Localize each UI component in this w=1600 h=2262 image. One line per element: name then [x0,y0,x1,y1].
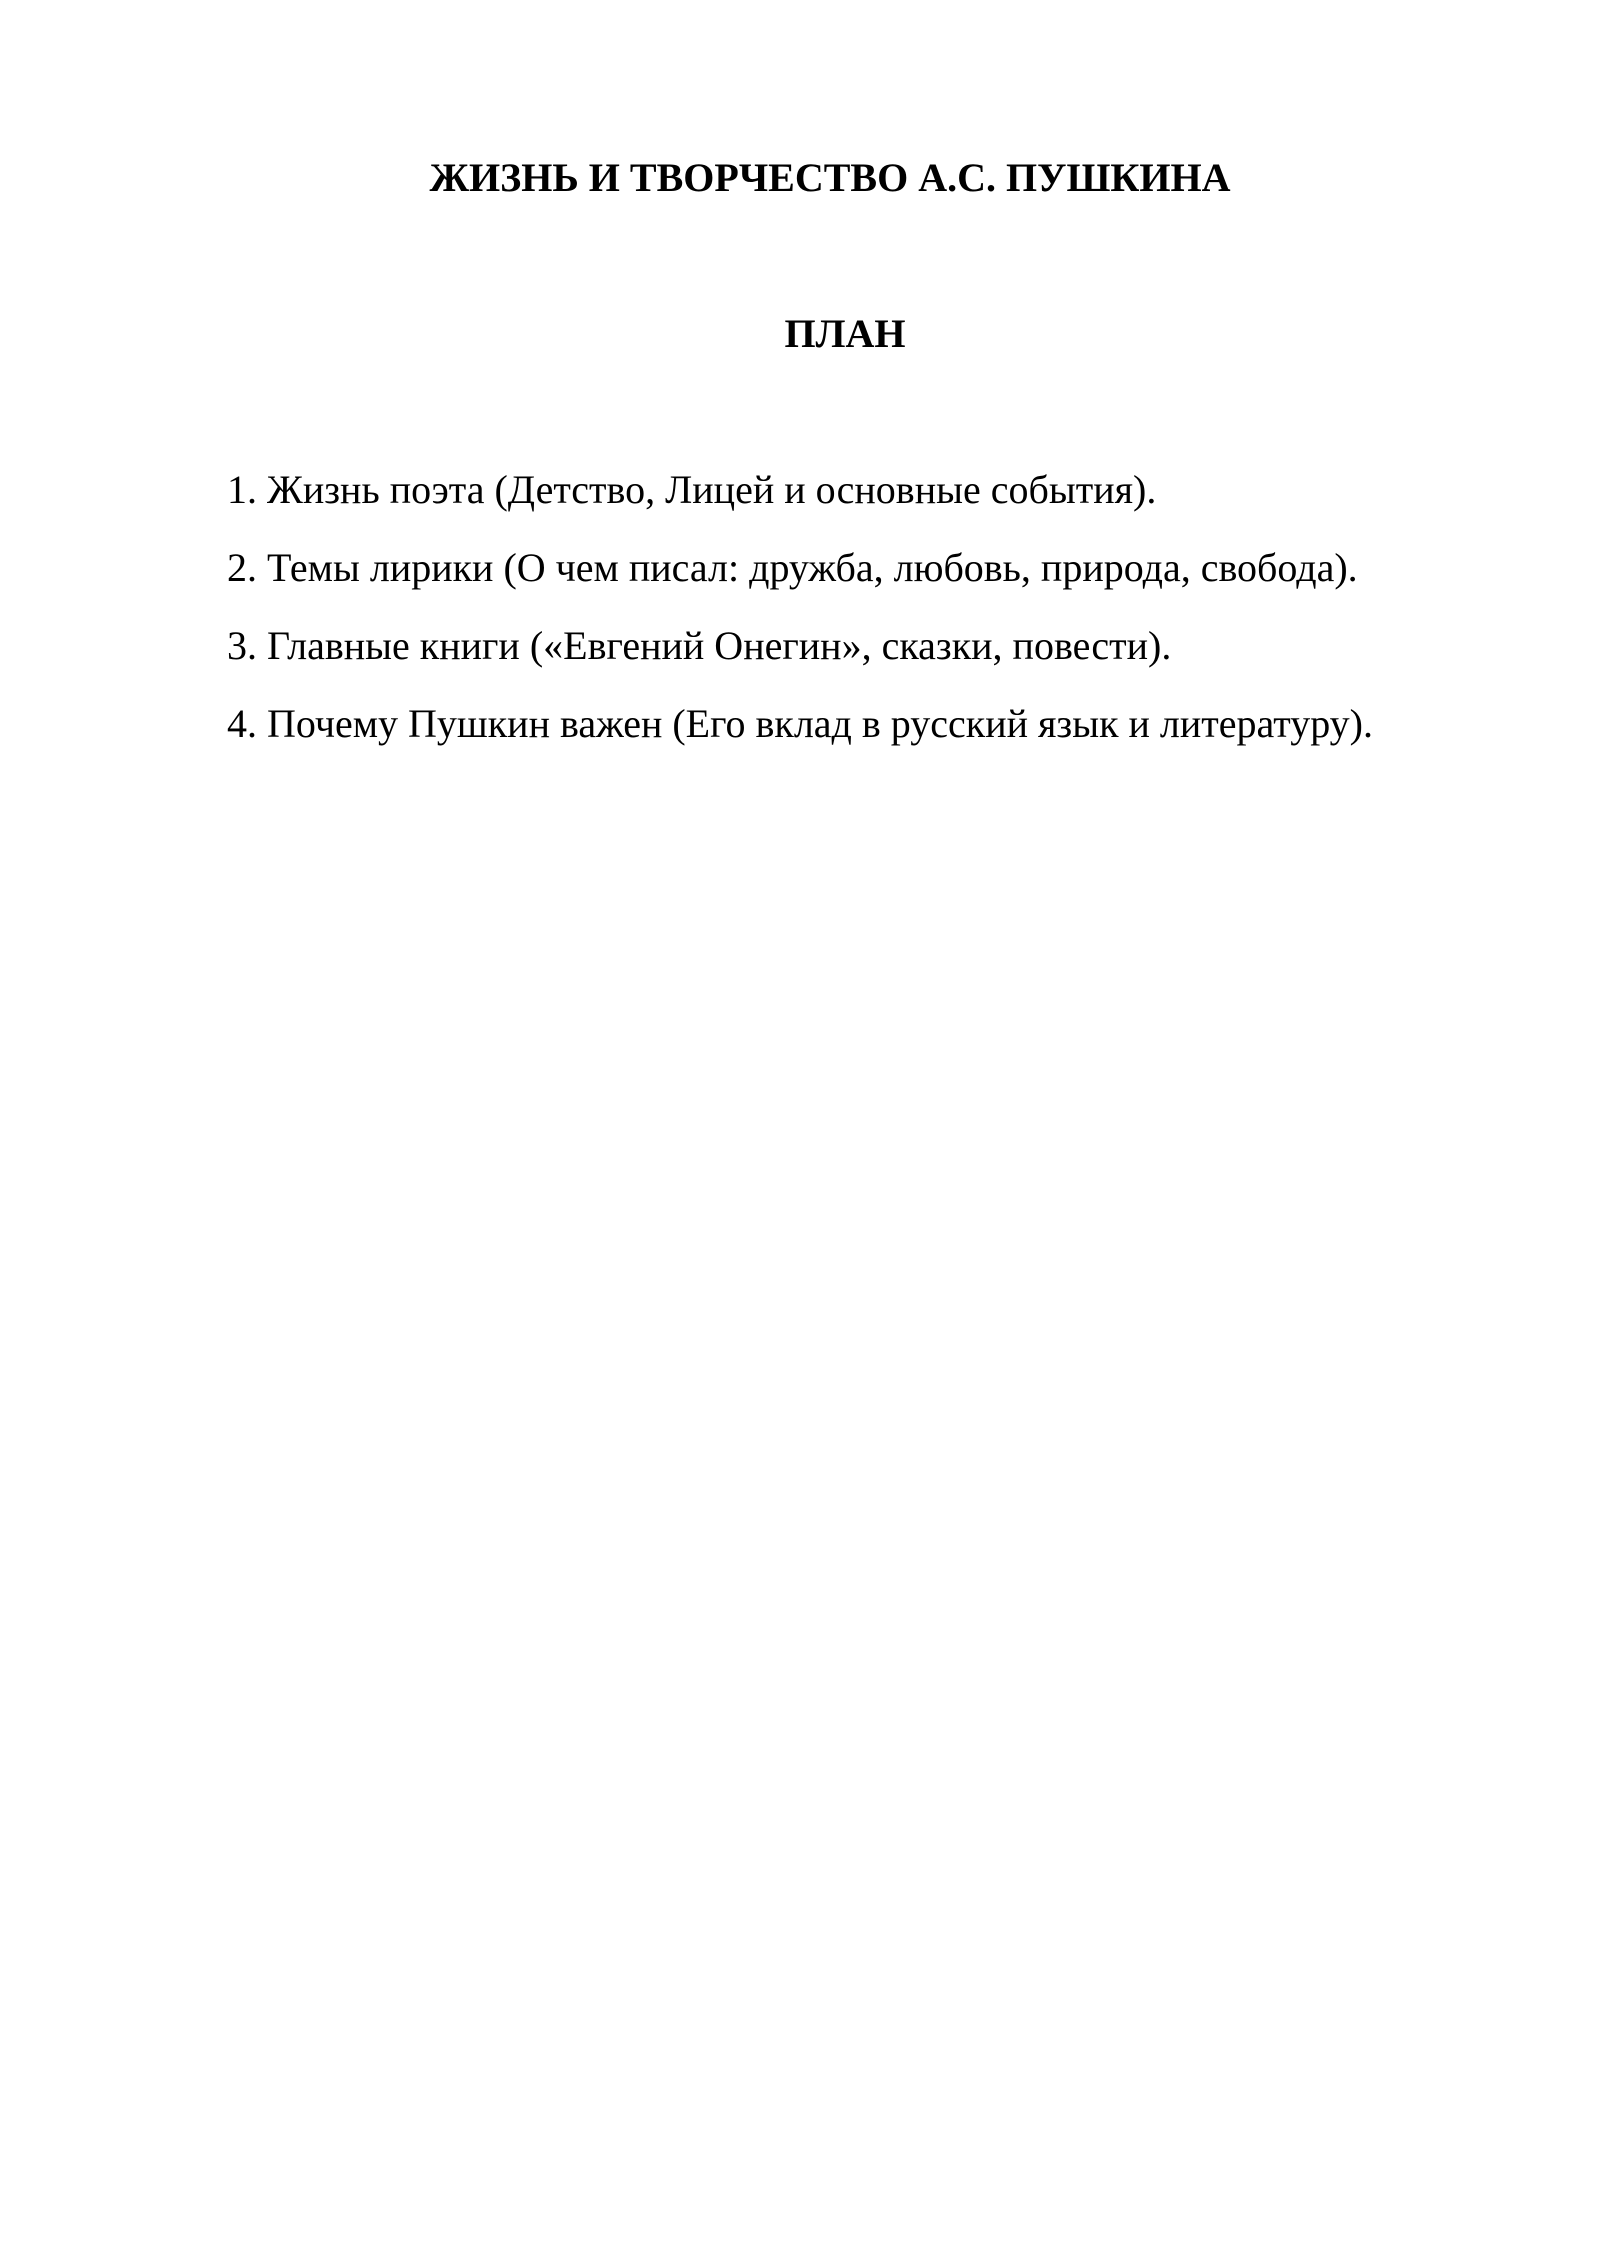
plan-item-2: 2. Темы лирики (О чем писал: дружба, любовь, природа, свобода). [227,545,1358,590]
plan-heading: ПЛАН [784,311,906,356]
plan-item-4: 4. Почему Пушкин важен (Его вклад в русский язык и литературу). [227,701,1373,746]
plan-item-3: 3. Главные книги («Евгений Онегин», сказки, повести). [227,623,1172,668]
plan-list [227,462,1527,774]
plan-item-1: 1. Жизнь поэта (Детство, Лицей и основные события). [227,467,1157,512]
document-title: ЖИЗНЬ И ТВОРЧЕСТВО А.С. ПУШКИНА [429,155,1231,200]
